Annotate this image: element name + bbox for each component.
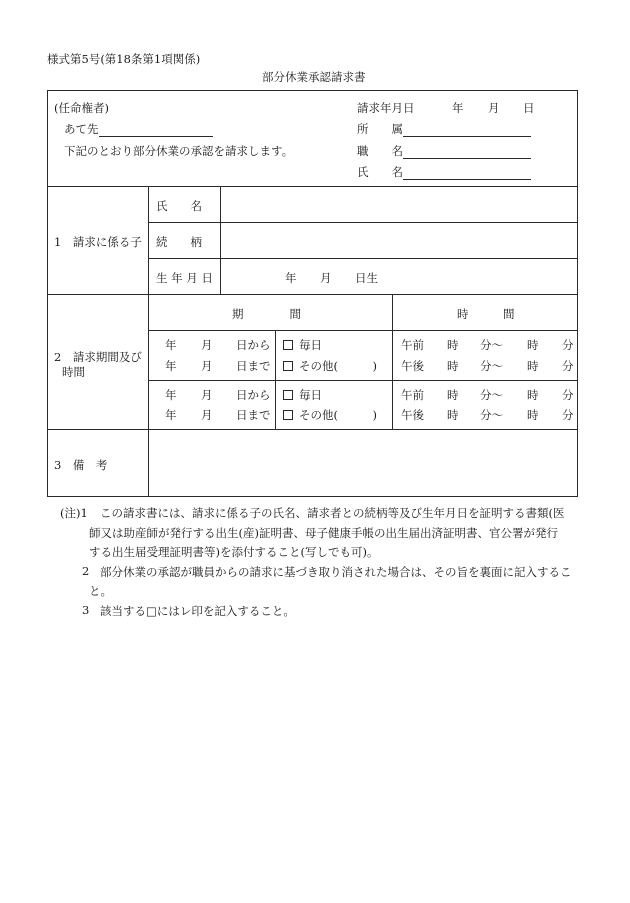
section3-label: 3 備 考 [54,458,108,472]
note3-number: 3 [82,603,90,617]
dob-month: 月 [320,271,332,285]
remarks-field[interactable] [150,431,576,495]
position-row: 職 名 [357,143,531,159]
row-m: 月 [201,388,213,402]
row-ampm: 午前 [401,388,424,402]
form-number: 様式第5号(第18条第1項関係) [47,52,201,66]
child-dob-label: 生 年 月 日 [156,271,213,285]
addressee-field[interactable] [99,124,213,137]
child-relation-label: 続 柄 [156,235,202,249]
dob-suffix: 日生 [355,271,378,285]
row-option [283,387,322,403]
row-d: 日まで [236,359,271,373]
dob-year: 年 [285,271,297,285]
row-m: 月 [201,408,213,422]
option-label: その他( ) [299,359,377,373]
option-label: 毎日 [299,338,322,352]
affiliation-field[interactable] [403,124,531,137]
note1-line3: する出生届受理証明書等)を添付すること(写しでも可)。 [89,545,379,559]
section1-label: 1 請求に係る子 [54,235,142,249]
checkbox[interactable] [283,340,293,350]
row-option [283,407,377,423]
row-y: 年 [165,338,177,352]
addressee-label: あて先 [64,121,213,137]
affiliation-row: 所 属 [357,121,531,137]
row-h2: 時 [527,408,539,422]
note3-line: 該当する□にはレ印を記入すること。 [100,604,295,618]
note2-number: 2 [82,564,90,578]
authority-label: (任命権者) [54,101,109,115]
row-y: 年 [165,388,177,402]
row-h2: 時 [527,338,539,352]
row-ampm: 午前 [401,338,424,352]
row-m2: 分 [562,338,574,352]
note-prefix: (注)1 [60,506,88,520]
row-m2: 分 [562,408,574,422]
checkbox[interactable] [283,361,293,371]
period-header: 期 間 [232,307,301,321]
row-h2: 時 [527,388,539,402]
row-m: 月 [201,359,213,373]
row-h1: 時 [447,388,459,402]
form-title: 部分休業承認請求書 [262,70,366,84]
row-m2: 分 [562,388,574,402]
row-m: 月 [201,338,213,352]
request-date: 請求年月日 年 月 日 [357,101,535,115]
row-d: 日まで [236,408,271,422]
child-name-label: 氏 名 [156,199,202,213]
note1-line2: 師又は助産師が発行する出生(産)証明書、母子健康手帳の出生届出済証明書、官公署が発行 [89,526,558,540]
checkbox[interactable] [283,390,293,400]
row-m1: 分～ [480,388,503,402]
row-d: 日から [236,338,271,352]
row-m1: 分～ [480,359,503,373]
checkbox[interactable] [283,410,293,420]
row-m1: 分～ [480,338,503,352]
row-ampm: 午後 [401,359,424,373]
row-h1: 時 [447,408,459,422]
option-label: 毎日 [299,388,322,402]
row-h1: 時 [447,338,459,352]
row-y: 年 [165,359,177,373]
row-option [283,358,377,374]
note1-line1: この請求書には、請求に係る子の氏名、請求者との続柄等及び生年月日を証明する書類(医 [100,506,565,520]
note2-line2: と。 [89,584,112,598]
row-m1: 分～ [480,408,503,422]
requester-name-field[interactable] [403,167,531,180]
row-h2: 時 [527,359,539,373]
position-field[interactable] [403,146,531,159]
note2-line1: 部分休業の承認が職員からの請求に基づき取り消された場合は、その旨を裏面に記入するこ [100,565,572,579]
request-text: 下記のとおり部分休業の承認を請求します。 [64,144,294,158]
section2-label: 2 請求期間及び [54,350,142,364]
row-d: 日から [236,388,271,402]
row-m2: 分 [562,359,574,373]
section2-label-2: 時間 [62,365,85,379]
requester-name-row: 氏 名 [357,164,531,180]
option-label: その他( ) [299,408,377,422]
row-option [283,337,322,353]
row-ampm: 午後 [401,408,424,422]
row-y: 年 [165,408,177,422]
row-h1: 時 [447,359,459,373]
time-header: 時 間 [457,307,515,321]
